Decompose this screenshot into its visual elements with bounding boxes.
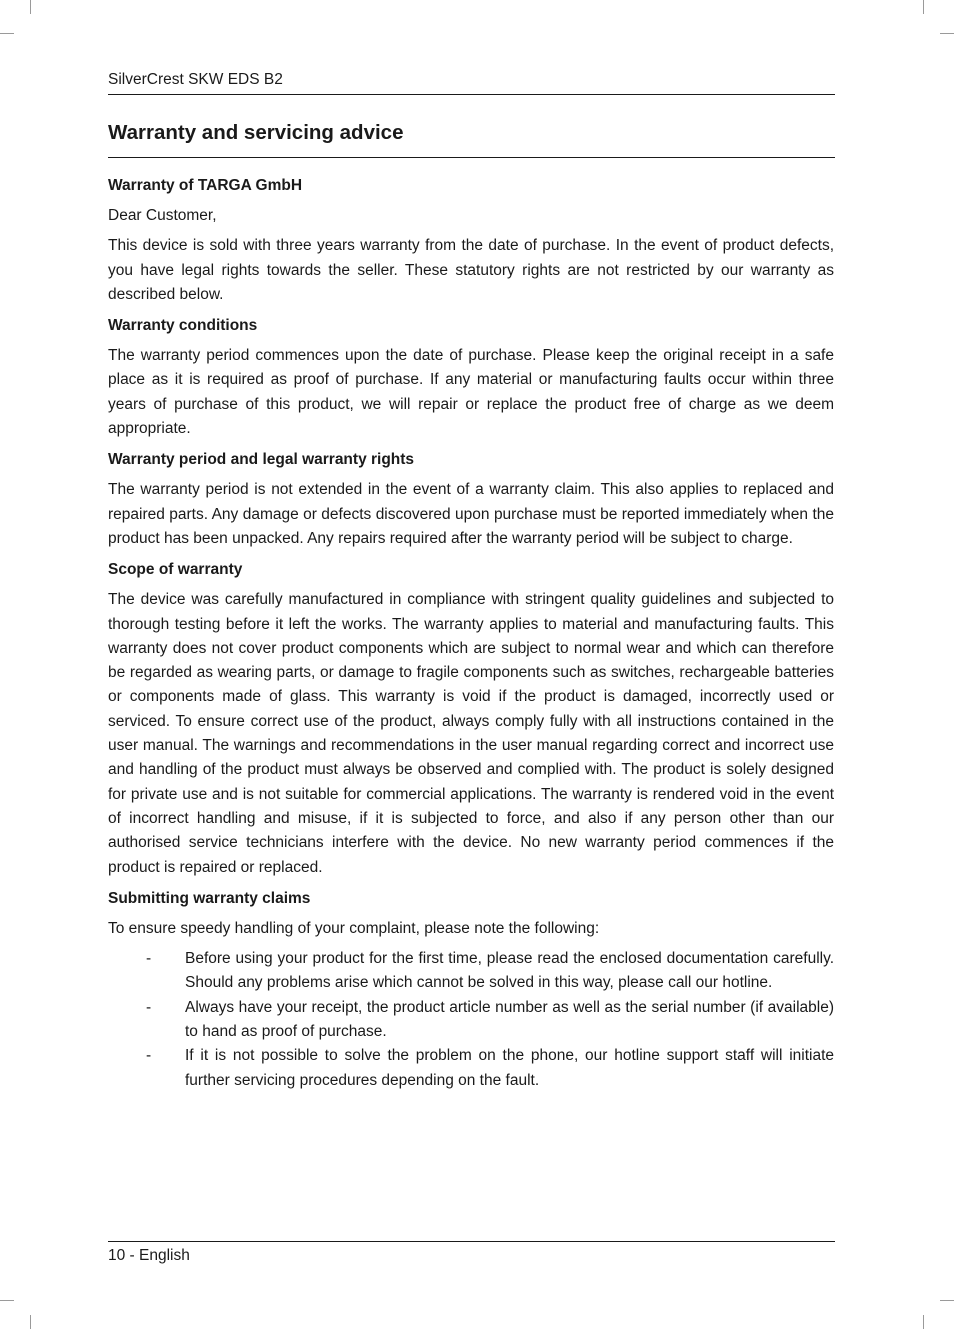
document-body bbox=[108, 174, 834, 1093]
crop-mark bbox=[0, 1300, 14, 1301]
section-paragraph: The warranty period commences upon the date of purchase. Please keep the original receipt in a safe place as it is required as proof of purchase. If any material or manufacturing faults occur within three years of purchase of this product, we will repair or replace the product free of charge as we deem appropriate. bbox=[108, 347, 834, 438]
section-heading: Warranty conditions bbox=[108, 317, 258, 335]
section-heading: Scope of warranty bbox=[108, 561, 243, 579]
title-rule bbox=[108, 157, 835, 158]
section-targa-warranty bbox=[108, 174, 834, 307]
list-item-text: Always have your receipt, the product article number as well as the serial number (if available) to hand as proof of purchase. bbox=[185, 998, 834, 1041]
list-item-text: If it is not possible to solve the problem on the phone, our hotline support staff will initiate further servicing procedures depending on the fault. bbox=[185, 1047, 834, 1089]
claims-list bbox=[108, 947, 834, 1093]
running-header: SilverCrest SKW EDS B2 bbox=[108, 71, 283, 88]
header-rule bbox=[108, 94, 835, 95]
crop-mark bbox=[940, 33, 954, 34]
section-intro: To ensure speedy handling of your complaint, please note the following: bbox=[108, 919, 600, 937]
bullet-marker: - bbox=[146, 950, 152, 968]
section-paragraph: The warranty period is not extended in the event of a warranty claim. This also applies to replaced and repaired parts. Any damage or defects discovered upon purchase must be reported immediately when the product has been unpacked. Any repairs required after the warranty period will be subject to charge. bbox=[108, 481, 834, 547]
section-warranty-period bbox=[108, 448, 834, 551]
list-item-text: Before using your product for the first time, please read the enclosed documentation carefully. Should any problems arise which cannot be solved in this way, please call our hotline. bbox=[185, 950, 834, 992]
section-paragraph: This device is sold with three years warranty from the date of purchase. In the event of product defects, you have legal rights towards the seller. These statutory rights are not restricted by our warranty as described below. bbox=[108, 237, 834, 303]
list-item bbox=[108, 996, 834, 1045]
crop-mark bbox=[30, 0, 31, 14]
crop-mark bbox=[923, 0, 924, 14]
section-submitting-claims bbox=[108, 887, 834, 1093]
crop-mark bbox=[923, 1315, 924, 1329]
section-heading: Submitting warranty claims bbox=[108, 889, 311, 907]
list-item bbox=[108, 1044, 834, 1093]
section-scope-of-warranty bbox=[108, 558, 834, 880]
crop-mark bbox=[30, 1315, 31, 1329]
footer-rule bbox=[108, 1241, 835, 1242]
bullet-marker: - bbox=[146, 1047, 152, 1065]
crop-mark bbox=[940, 1300, 954, 1301]
list-item bbox=[108, 947, 834, 996]
section-heading: Warranty period and legal warranty rights bbox=[108, 451, 415, 469]
section-heading: Warranty of TARGA GmbH bbox=[108, 177, 303, 194]
crop-mark bbox=[0, 33, 14, 34]
salutation: Dear Customer, bbox=[108, 207, 217, 224]
section-paragraph: The device was carefully manufactured in compliance with stringent quality guidelines and subjected to thorough testing before it left the works. The warranty applies to material and manufacturing faults. This warranty does not cover product components which are subject to normal wear and which can therefore be regarded as wearing parts, or damage to fragile components such as switches, rechargeable batteries or components made of glass. This warranty is void if the product is damaged, incorrectly used or serviced. To ensure correct use of the product, always comply fully with all instructions contained in the user manual. The warnings and recommendations in the user manual regarding correct and incorrect use and handling of the product must always be observed and complied with. The product is solely designed for private use and is not suitable for commercial applications. The warranty is rendered void in the event of incorrect handling and misuse, if it is subjected to force, and also if any person other than our authorised service technicians interfere with the device. No new warranty period commences if the product is repaired or replaced. bbox=[108, 591, 834, 876]
bullet-marker: - bbox=[146, 998, 152, 1016]
section-warranty-conditions bbox=[108, 314, 834, 441]
page-footer: 10 - English bbox=[108, 1247, 190, 1264]
page-title: Warranty and servicing advice bbox=[108, 121, 404, 144]
